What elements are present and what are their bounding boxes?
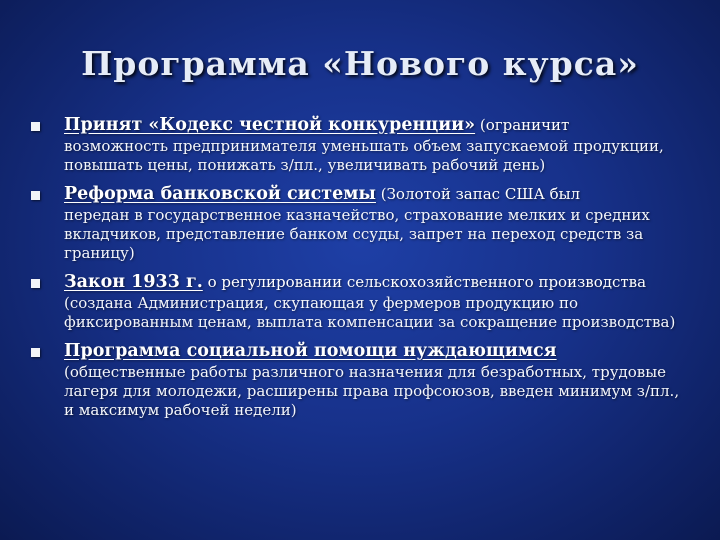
item-body: передан в государственное казначейство, страхование мелких и средних вкладчиков, представление банком ссуды, запрет на переход средств за границу) xyxy=(64,206,650,262)
item-body: возможность предпринимателя уменьшать объем запускаемой продукции, повышать цены, понижать з/пл., увеличивать рабочий день) xyxy=(64,137,664,174)
list-item xyxy=(30,113,690,175)
list-item xyxy=(30,182,690,263)
item-heading-line xyxy=(64,270,690,294)
item-body: (создана Администрация, скупающая у фермеров продукцию по фиксированным ценам, выплата компенсации за сокращение производства) xyxy=(64,294,676,331)
item-heading-tail: (ограничит xyxy=(475,116,570,134)
item-heading: Закон 1933 г. xyxy=(64,272,203,292)
list-item xyxy=(30,270,690,332)
item-heading-line xyxy=(64,113,690,137)
square-bullet-icon xyxy=(31,122,40,131)
item-heading: Реформа банковской системы xyxy=(64,184,376,204)
square-bullet-icon xyxy=(31,279,40,288)
item-heading-line xyxy=(64,182,690,206)
item-heading-tail: (Золотой запас США был xyxy=(375,185,581,203)
item-heading: Программа социальной помощи нуждающимся xyxy=(64,341,557,361)
item-heading: Принят «Кодекс честной конкуренции» xyxy=(64,115,476,135)
item-heading-tail: о регулировании сельскохозяйственного производства xyxy=(202,273,647,291)
square-bullet-icon xyxy=(31,348,40,357)
slide-title: Программа «Нового курса» xyxy=(81,44,639,83)
item-body: (общественные работы различного назначения для безработных, трудовые лагеря для молодежи, расширены права профсоюзов, введен минимум з/пл., и максимум рабочей недели) xyxy=(64,363,680,419)
item-heading-line xyxy=(64,339,690,363)
square-bullet-icon xyxy=(31,191,40,200)
bullet-list xyxy=(30,113,690,427)
list-item xyxy=(30,339,690,420)
